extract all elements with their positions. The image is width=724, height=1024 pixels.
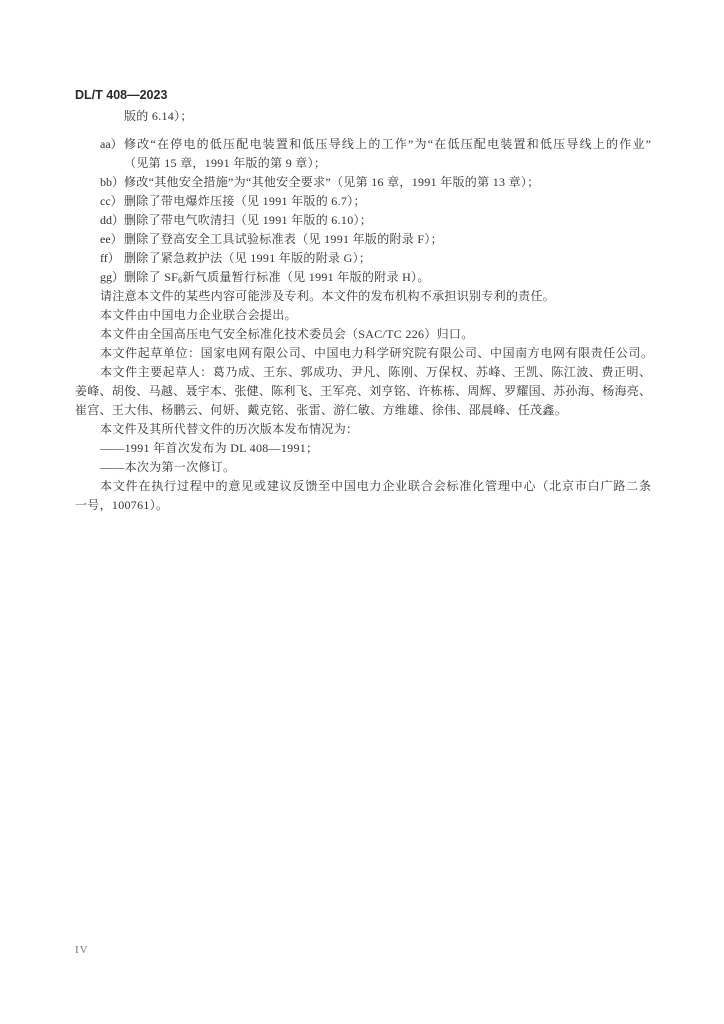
page-number: IV xyxy=(75,944,89,956)
drafting-units: 本文件起草单位：国家电网有限公司、中国电力科学研究院有限公司、中国南方电网有限责任公司。 xyxy=(100,346,653,360)
change-item-gg xyxy=(100,268,651,287)
drafters-line: 姜峰、胡俊、马越、聂宇本、张健、陈利飞、王军亮、刘亨铭、许栋栋、周辉、罗耀国、苏孙海、杨海亮、 xyxy=(75,384,651,398)
list-item-label: cc） xyxy=(100,194,123,208)
change-item-aa xyxy=(100,135,651,154)
list-item-label: bb） xyxy=(100,175,125,189)
drafters-line: 本文件主要起草人：葛乃成、王东、郭成功、尹凡、陈刚、万保权、苏峰、王凯、陈江波、费正明、 xyxy=(100,365,651,379)
history-item: ——本次为第一次修订。 xyxy=(100,460,236,474)
change-item-ff xyxy=(100,249,651,268)
change-item-cc xyxy=(100,192,651,211)
list-item-text: 删除了登高安全工具试验标准表（见 1991 年版的附录 F）； xyxy=(124,232,443,246)
list-item-label: gg） xyxy=(100,270,125,284)
list-item-text: 修改“其他安全措施”为“其他安全要求”（见第 16 章，1991 年版的第 13 章）； xyxy=(124,175,540,189)
text-before-subscript: 删除了 SF xyxy=(124,270,179,284)
technical-committee: 本文件由全国高压电气安全标准化技术委员会（SAC/TC 226）归口。 xyxy=(100,327,474,341)
list-item-continuation: （见第 15 章，1991 年版的第 9 章）； xyxy=(124,156,327,170)
list-item-text: 修改“在停电的低压配电装置和低压导线上的工作”为“在低压配电装置和低压导线上的作业” xyxy=(124,137,651,151)
list-item-label: dd） xyxy=(100,213,125,227)
history-item: ——1991 年首次发布为 DL 408—1991； xyxy=(100,441,319,455)
history-intro: 本文件及其所代替文件的历次版本发布情况为： xyxy=(100,422,359,436)
subscript: 6 xyxy=(178,276,183,285)
list-item-text: 删除了紧急救护法（见 1991 年版的附录 G）； xyxy=(124,251,372,265)
proposed-by: 本文件由中国电力企业联合会提出。 xyxy=(100,308,297,322)
list-item-label: ff） xyxy=(100,251,120,265)
patent-notice: 请注意本文件的某些内容可能涉及专利。本文件的发布机构不承担识别专利的责任。 xyxy=(100,289,556,303)
change-item-bb xyxy=(100,173,651,192)
feedback-line: 本文件在执行过程中的意见或建议反馈至中国电力企业联合会标准化管理中心（北京市白广路二条 xyxy=(100,479,651,493)
document-number: DL/T 408—2023 xyxy=(75,88,168,102)
feedback-line: 一号，100761）。 xyxy=(75,498,169,512)
list-item-label: aa） xyxy=(100,137,123,151)
list-item-text: 删除了带电爆炸压接（见 1991 年版的 6.7）； xyxy=(124,194,366,208)
drafters-line: 崔宫、王大伟、杨鹏云、何妍、戴克铭、张雷、游仁敏、方维雄、徐伟、邵晨峰、任茂鑫。 xyxy=(75,403,568,417)
continuation-line: 版的 6.14）； xyxy=(124,109,193,123)
text-after-subscript: 新气质量暂行标准（见 1991 年版的附录 H）。 xyxy=(182,270,430,284)
change-item-dd xyxy=(100,211,651,230)
change-item-ee xyxy=(100,230,651,249)
list-item-text: 删除了带电气吹清扫（见 1991 年版的 6.10）； xyxy=(124,213,373,227)
list-item-text xyxy=(124,268,430,287)
list-item-label: ee） xyxy=(100,232,123,246)
